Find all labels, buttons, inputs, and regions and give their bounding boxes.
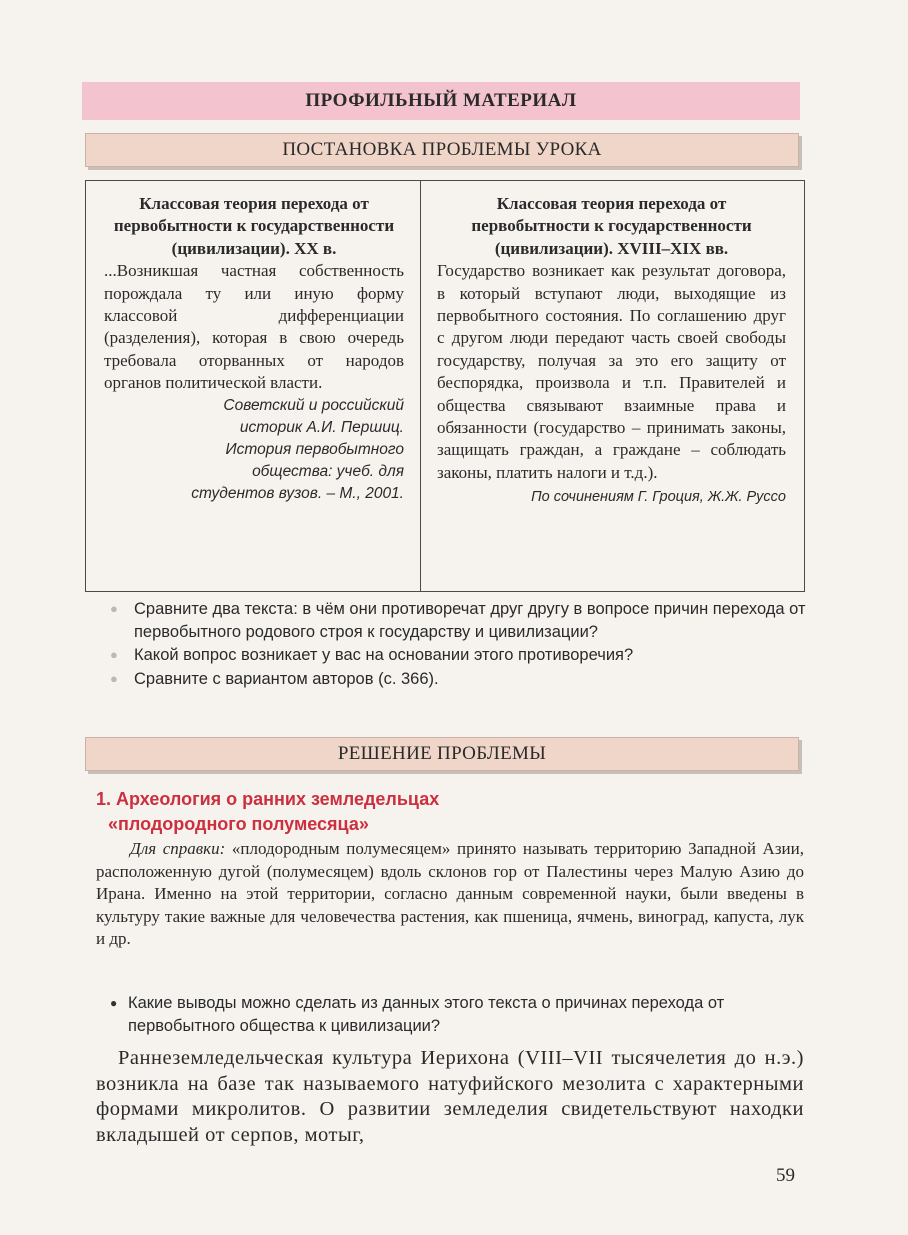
question-item (110, 992, 810, 1037)
question-text: Сравните два текста: в чём они противоречат друг другу в вопросе причин перехода от первобытного родового строя к государству и цивилизации? (134, 600, 806, 641)
page-number: 59 (776, 1165, 795, 1186)
left-column-source (104, 395, 404, 505)
bullet-icon: ● (110, 647, 118, 662)
left-column (86, 181, 421, 591)
source-line: общества: учеб. для (252, 462, 404, 480)
bullet-icon: ● (110, 996, 118, 1010)
problem-statement-label: ПОСТАНОВКА ПРОБЛЕМЫ УРОКА (282, 139, 602, 160)
problem-statement-banner (85, 133, 799, 167)
question-item (108, 598, 808, 643)
reference-lead: Для справки: (130, 839, 226, 858)
section-heading-line: 1. Археология о ранних земледельцах (96, 789, 440, 809)
source-line: История первобытного (225, 440, 404, 458)
section-heading (96, 787, 596, 837)
bullet-icon: ● (110, 601, 118, 616)
source-line: студентов вузов. – М., 2001. (191, 484, 404, 502)
question-list (108, 598, 808, 691)
question-text: Какие выводы можно сделать из данных этого текста о причинах перехода от первобытного общества к цивилизации? (128, 994, 725, 1035)
main-paragraph: Раннеземледельческая культура Иерихона (VIII–VII тысячелетия до н.э.) возникла на базе так называемого натуфийского мезолита с характерными формами микролитов. О развитии земледелия свидетельствуют находки вкладышей от серпов, мотыг, (96, 1047, 804, 1146)
question-item (108, 668, 808, 691)
right-column (421, 181, 804, 591)
right-column-title: Классовая теория перехода от первобытности к государственности (цивилизации). XVIII–XIX вв. (471, 194, 752, 258)
bullet-icon: ● (110, 670, 118, 686)
section-heading-line: «плодородного полумесяца» (108, 814, 369, 834)
right-column-text: Государство возникает как результат договора, в который вступают люди, выходящие из первобытного состояния. По соглашению друг с другом люди передают часть своей свободы государству, получая за это его защиту от беспорядка, произвола и т.п. Правителей и общества связывают взаимные права и обязанности (государство – принимать законы, защищать граждан, а граждане – соблюдать законы, платить налоги и т.д.). (437, 261, 786, 482)
question-item (108, 644, 808, 667)
source-line: Советский и российский (223, 396, 404, 414)
question-text: Какой вопрос возникает у вас на основании этого противоречия? (134, 646, 634, 664)
solution-banner (85, 737, 799, 771)
reference-text: «плодородным полумесяцем» принято называть территорию Западной Азии, расположенную дугой (полумесяцем) вдоль склонов гор от Палестины через Малую Азию до Ирана. Именно на этой территории, согласно данным современной науки, были введены в культуру такие важные для человечества растения, как пшеница, ячмень, виноград, капуста, лук и др. (96, 839, 804, 949)
source-line: историк А.И. Першиц. (239, 418, 404, 436)
comparison-table (85, 180, 805, 592)
reference-paragraph (96, 838, 804, 951)
profile-material-label: ПРОФИЛЬНЫЙ МАТЕРИАЛ (305, 90, 577, 111)
solution-label: РЕШЕНИЕ ПРОБЛЕМЫ (337, 743, 547, 764)
question-text: Сравните с вариантом авторов (с. 366). (134, 669, 439, 688)
left-column-title: Классовая теория перехода от первобытности к государственности (цивилизации). XX в. (113, 194, 395, 258)
profile-material-banner (82, 82, 800, 120)
right-column-source: По сочинениям Г. Гроция, Ж.Ж. Руссо (531, 489, 786, 506)
left-column-text: ...Возникшая частная собственность порождала ту или иную форму классовой дифференциации (разделения), которая в свою очередь требовала оторванных от народов органов политической власти. (104, 261, 404, 393)
